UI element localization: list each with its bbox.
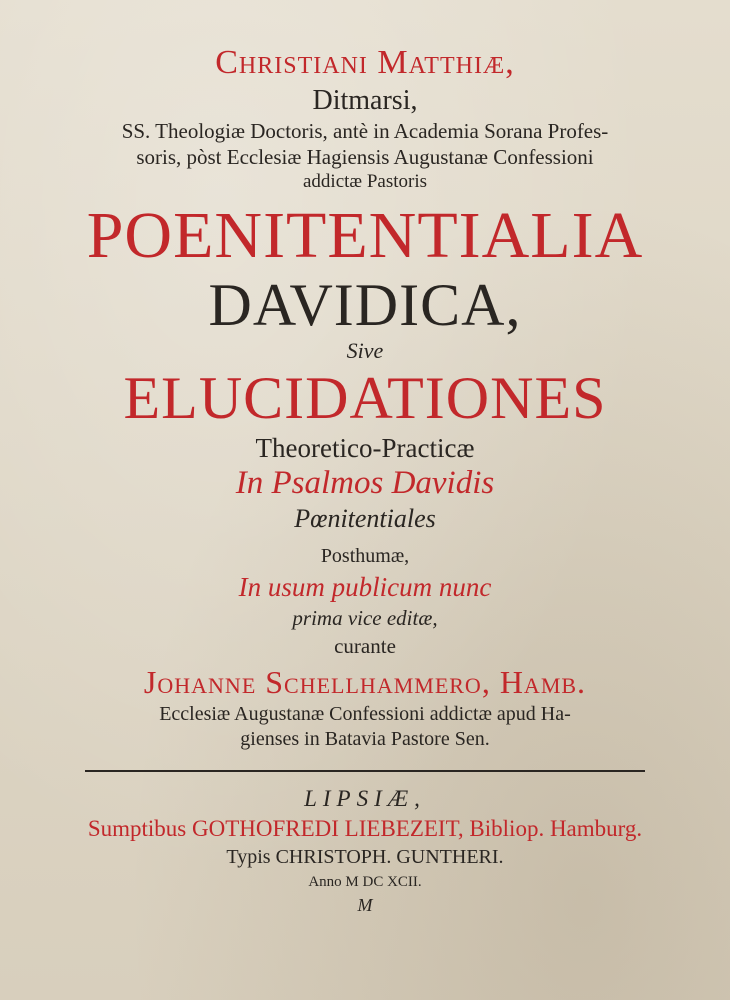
author-name: Christiani Matthiæ, — [215, 44, 515, 81]
editor-name: Johanne Schellhammero, Hamb. — [143, 664, 587, 700]
subtitle-line-2: In Psalmos Davidis — [235, 465, 495, 501]
subtitle-line-1: Theoretico-Practicæ — [255, 433, 475, 463]
main-title-line-1: POENITENTIALIA — [86, 199, 644, 272]
author-origin: Ditmarsi, — [312, 85, 418, 116]
imprint-year: Anno M DC XCII. — [308, 874, 422, 890]
author-description-line-2: soris, pòst Ecclesiæ Hagiensis Augustanæ Confessioni — [136, 145, 594, 169]
posthumae-label: Posthumæ, — [320, 545, 410, 567]
main-title-line-2: DAVIDICA, — [208, 272, 522, 338]
author-description-line-3: addictæ Pastoris — [302, 171, 428, 192]
sive-connector: Sive — [346, 338, 384, 363]
subtitle-line-3: Pœnitentiales — [294, 504, 436, 533]
divider-rule — [85, 770, 645, 772]
handwritten-mark: M — [357, 895, 373, 915]
imprint-publisher: Sumptibus GOTHOFREDI LIEBEZEIT, Bibliop. Hamburg. — [87, 816, 643, 841]
author-description-line-1: SS. Theologiæ Doctoris, antè in Academia Sorana Profes- — [121, 119, 609, 143]
prima-vice-line: prima vice editæ, — [292, 606, 438, 630]
imprint-printer: Typis CHRISTOPH. GUNTHERI. — [226, 846, 504, 868]
imprint-city: LIPSIÆ, — [304, 786, 426, 811]
editor-description-line-1: Ecclesiæ Augustanæ Confessioni addictæ apud Ha- — [159, 703, 571, 725]
main-title-line-3: ELUCIDATIONES — [123, 365, 607, 431]
usum-publicum-line: In usum publicum nunc — [238, 572, 492, 602]
curante-label: curante — [334, 634, 396, 658]
editor-description-line-2: gienses in Batavia Pastore Sen. — [240, 728, 490, 750]
